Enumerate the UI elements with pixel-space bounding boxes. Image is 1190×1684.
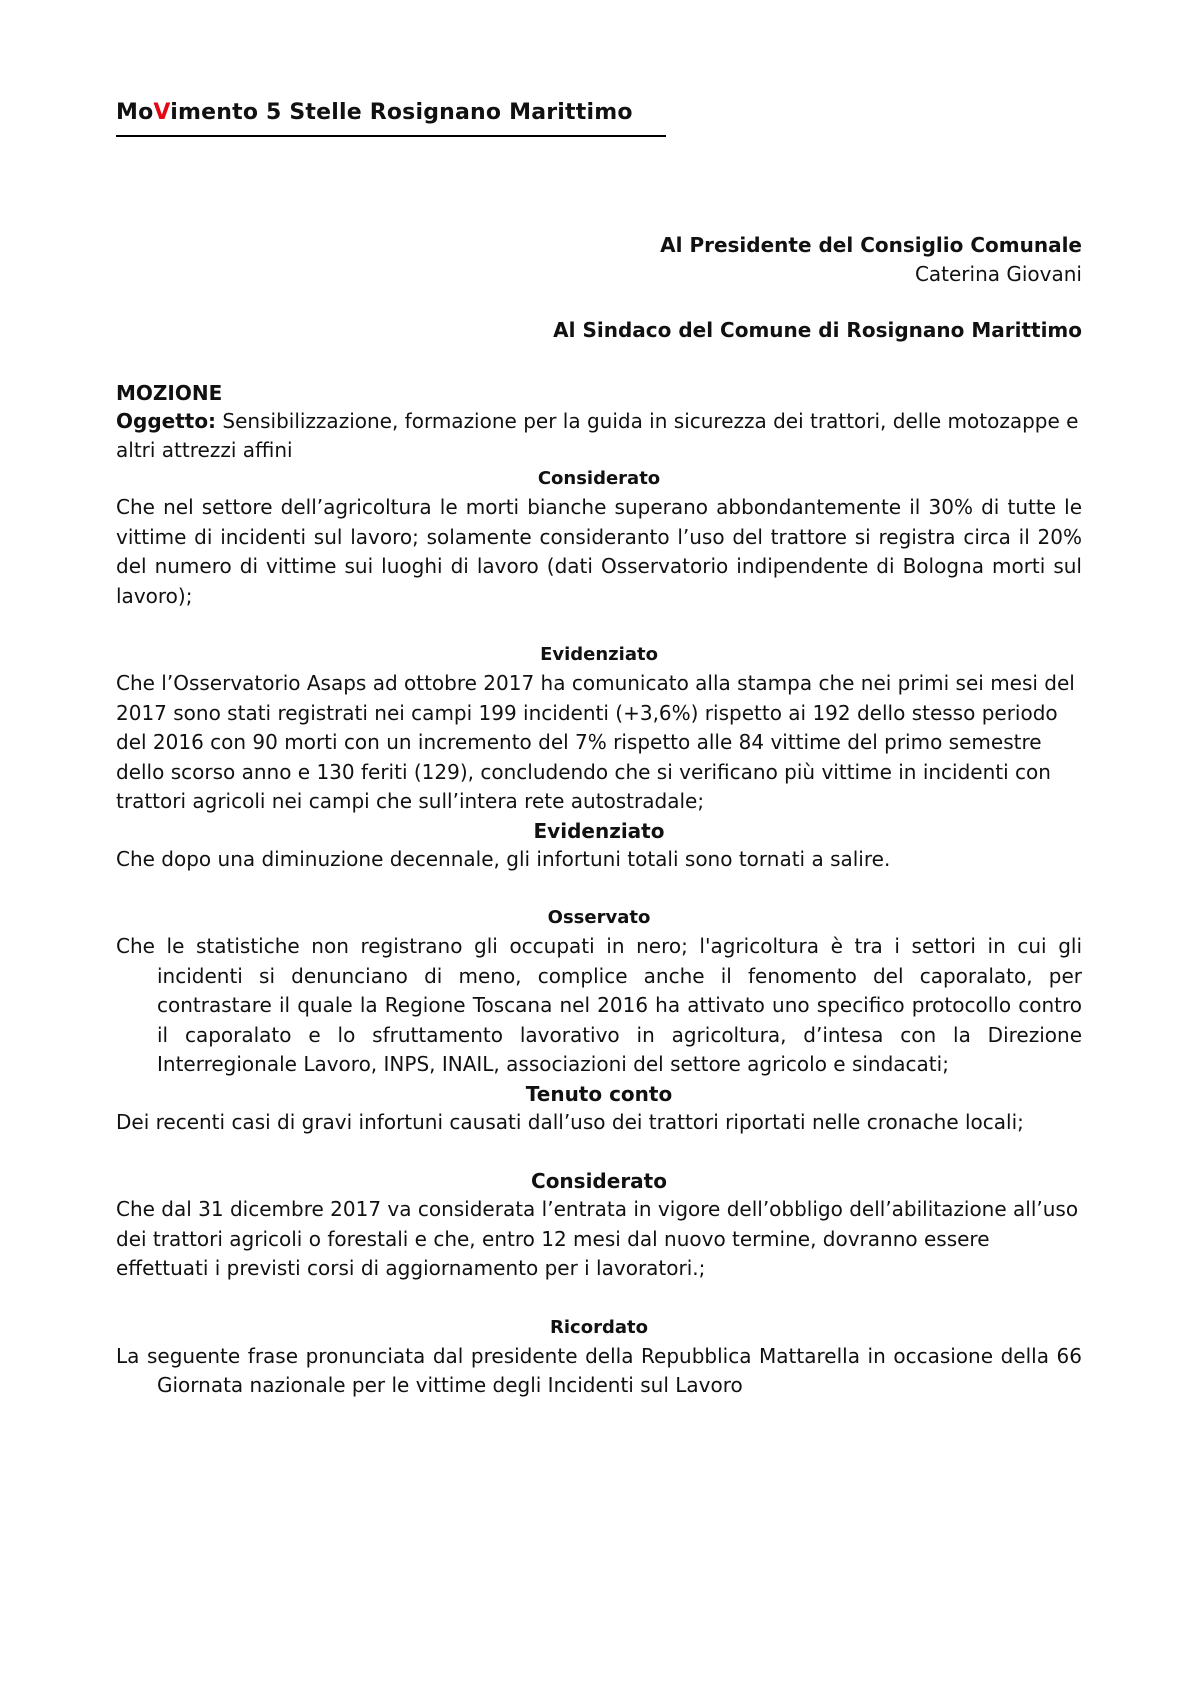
section-heading-tenuto-conto: Tenuto conto	[525, 1081, 673, 1106]
header-title-part1: Mo	[116, 100, 154, 125]
section-heading-considerato-2: Considerato	[531, 1169, 667, 1193]
section-text-tenuto-conto: Dei recenti casi di gravi infortuni causati dall’uso dei trattori riportati nelle cronache locali;	[116, 1109, 1024, 1134]
subject-text: Sensibilizzazione, formazione per la guida in sicurezza dei trattori, delle motozappe e altri attrezzi affini	[116, 409, 1079, 462]
section-text-evidenziato-1: Che l’Osservatorio Asaps ad ottobre 2017 ha comunicato alla stampa che nei primi sei mesi del 2017 sono stati registrati nei campi 199 incidenti (+3,6%) rispetto ai 192 dello stesso periodo del 2016 con 90 morti con un incremento del 7% rispetto alle 84 vittime del primo semestre dello scorso anno e 130 feriti (129), concludendo che si verificano più vittime in incidenti con trattori agricoli nei campi che sull’intera rete autostradale;	[116, 671, 1075, 813]
section-text-considerato-2: Che dal 31 dicembre 2017 va considerata l’entrata in vigore dell’obbligo dell’abilitazione all’uso dei trattori agricoli o forestali e che, entro 12 mesi dal nuovo termine, dovranno essere effettuati i previsti corsi di aggiornamento per i lavoratori.;	[116, 1197, 1079, 1280]
subject-label: Oggetto:	[116, 409, 217, 433]
recipient-president: Al Presidente del Consiglio Comunale	[660, 233, 1082, 257]
document-type-label: MOZIONE	[116, 381, 223, 405]
subject-line	[116, 407, 1082, 465]
recipients-block	[116, 231, 1082, 345]
section-heading-considerato-1: Considerato	[537, 468, 661, 489]
section-heading-evidenziato-1: Evidenziato	[540, 644, 658, 665]
section-heading-ricordato: Ricordato	[550, 1316, 648, 1338]
party-header-title	[116, 100, 666, 137]
section-heading-evidenziato-2: Evidenziato	[533, 818, 665, 843]
document-page	[116, 100, 1082, 1401]
recipient-president-name: Caterina Giovani	[914, 262, 1082, 286]
section-text-considerato-1: Che nel settore dell’agricoltura le morti bianche superano abbondantemente il 30% di tutte le vittime di incidenti sul lavoro; solamente consideranto l’uso del trattore si registra circa il 20% del numero di vittime sui luoghi di lavoro (dati Osservatorio indipendente di Bologna morti sul lavoro);	[116, 495, 1082, 608]
section-text-ricordato: La seguente frase pronunciata dal presidente della Repubblica Mattarella in occasione della 66 Giornata nazionale per le vittime degli Incidenti sul Lavoro	[116, 1343, 1082, 1397]
section-text-osservato: Che le statistiche non registrano gli occupati in nero; l'agricoltura è tra i settori in cui gli incidenti si denunciano di meno, complice anche il fenomento del caporalato, per contrastare il quale la Regione Toscana nel 2016 ha attivato uno specifico protocollo contro il caporalato e lo sfruttamento lavorativo in agricoltura, d’intesa con la Direzione Interregionale Lavoro, INPS, INAIL, associazioni del settore agricolo e sindacati;	[116, 934, 1082, 1076]
header-title-part2: imento 5 Stelle Rosignano Marittimo	[170, 100, 633, 125]
header-title-red-v: V	[153, 100, 171, 125]
recipient-mayor: Al Sindaco del Comune di Rosignano Marittimo	[553, 318, 1082, 342]
section-heading-osservato: Osservato	[547, 907, 651, 928]
section-text-evidenziato-2: Che dopo una diminuzione decennale, gli infortuni totali sono tornati a salire.	[116, 846, 891, 871]
